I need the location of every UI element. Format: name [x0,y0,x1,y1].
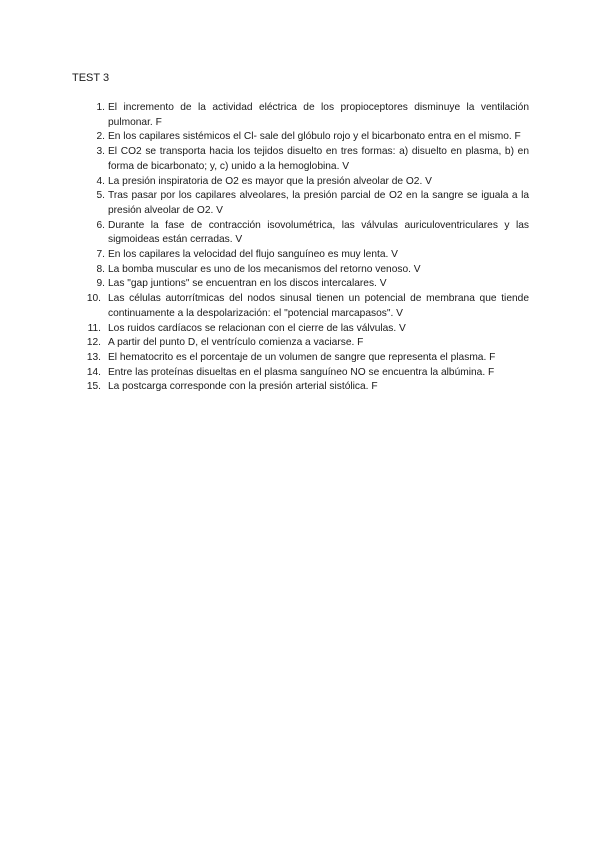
item-text: A partir del punto D, el ventrículo comienza a vaciarse. F [108,337,364,349]
list-item [86,351,529,366]
list-item [89,263,529,278]
list-item [89,248,529,263]
item-text: Las "gap juntions" se encuentran en los discos intercalares. V [108,278,387,290]
item-number: 5. [96,190,105,202]
list-item [89,101,529,130]
list-item [89,219,529,248]
item-number: 11. [87,322,101,334]
question-list [86,101,529,395]
item-number: 3. [96,146,105,158]
item-number: 6. [96,219,105,231]
list-item [89,189,529,218]
item-text: En los capilares la velocidad del flujo sanguíneo es muy lenta. V [108,249,398,261]
list-item [89,130,529,145]
item-number: 9. [96,278,105,290]
item-number: 4. [96,175,105,187]
list-item [86,336,529,351]
list-item [86,380,529,395]
item-number: 1. [96,102,105,113]
item-number: 15. [86,381,101,393]
item-text: La postcarga corresponde con la presión arterial sistólica. F [108,381,378,393]
item-text: En los capilares sistémicos el Cl- sale del glóbulo rojo y el bicarbonato entra en el mismo. F [108,131,521,143]
item-text: Entre las proteínas disueltas en el plasma sanguíneo NO se encuentra la albúmina. F [108,366,495,378]
list-item [89,277,529,292]
item-number: 12. [86,337,101,349]
item-text: El hematocrito es el porcentaje de un volumen de sangre que representa el plasma. F [108,351,496,363]
list-item [86,292,529,321]
item-text: Las células autorrítmicas del nodos sinusal tienen un potencial de membrana que tiende continuamente a la despolarización: el "potencial marcapasos". V [108,293,529,319]
item-number: 13. [86,351,101,363]
item-number: 7. [96,249,105,261]
list-item [86,366,529,381]
item-number: 2. [96,131,105,143]
list-item [89,145,529,174]
item-text: Los ruidos cardíacos se relacionan con el cierre de las válvulas. V [108,322,406,334]
item-number: 10. [86,293,101,305]
list-item [89,175,529,190]
item-text: La presión inspiratoria de O2 es mayor que la presión alveolar de O2. V [108,175,432,187]
item-number: 14. [86,366,101,378]
item-number: 8. [96,263,105,275]
item-text: Tras pasar por los capilares alveolares, la presión parcial de O2 en la sangre se iguala a la presión alveolar de O2. V [108,190,529,216]
item-text: El CO2 se transporta hacia los tejidos disuelto en tres formas: a) disuelto en plasma, b) en forma de bicarbonato; y, c) unido a la hemoglobina. V [108,146,529,172]
item-text: La bomba muscular es uno de los mecanismos del retorno venoso. V [108,263,421,275]
item-text: Durante la fase de contracción isovolumétrica, las válvulas auriculoventriculares y las sigmoideas están cerradas. V [108,219,529,246]
page-title: TEST 3 [72,72,110,84]
item-text: El incremento de la actividad eléctrica de los propioceptores disminuye la ventilación pulmonar. F [108,102,529,128]
list-item [89,322,529,337]
